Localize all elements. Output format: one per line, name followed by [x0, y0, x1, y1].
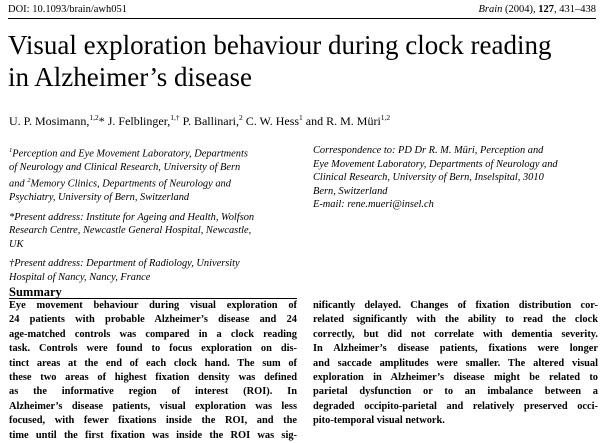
- summary-line: exploration in Alzheimer’s disease might be related to: [313, 372, 598, 384]
- correspondence-email: E-mail: rene.mueri@insel.ch: [313, 199, 434, 210]
- summary-line: pito-temporal visual network.: [313, 415, 445, 427]
- summary-line: age-matched controls was compared in a clock reading: [9, 328, 297, 340]
- summary-column-left: [9, 299, 297, 443]
- summary-line: focused, with fewer fixations inside the ROI, and the: [9, 415, 297, 427]
- article-title: [8, 29, 598, 93]
- summary-line: Eye movement behaviour during visual exploration of: [9, 300, 297, 311]
- summary-heading: Summary: [9, 285, 62, 299]
- summary-line: related significantly with the ability to read the clock: [313, 314, 598, 326]
- summary-line: In Alzheimer’s disease patients, fixations were longer: [313, 343, 598, 355]
- summary-line: task. Controls were found to focus exploration on dis-: [9, 343, 297, 355]
- affiliation-main: $^1$Perception and Eye Movement Laboratory, Departments of Neurology and Clinical Research, University of Bern and $^2$Memory Clinics, Departments of Neurology and Psychiatry, University of Bern, Switzerland: [9, 147, 248, 204]
- summary-line: Alzheimer’s disease patients, visual exploration was less: [9, 400, 297, 412]
- journal-name: Brain: [478, 4, 503, 15]
- summary-line: 24 patients with probable Alzheimer’s disease and 24: [9, 314, 297, 326]
- summary-line: and saccade amplitudes were smaller. The altered visual: [313, 357, 598, 369]
- author-list: U. P. Mosimann,$^{1,2}$* J. Felblinger,$^{1,\dagger}$ P. Ballinari,$^2$ C. W. Hess$^1$ and R. M. Müri$^{1,2}$: [9, 113, 391, 128]
- title-line: in Alzheimer’s disease: [8, 62, 252, 92]
- summary-line: time until the first fixation was inside the ROI was sig-: [9, 429, 297, 441]
- running-header: [8, 3, 596, 17]
- summary-line: these two areas of highest fixation density was defined: [9, 372, 297, 384]
- affiliations: [9, 144, 309, 290]
- summary-line: parietal dysfunction or to an imbalance between a: [313, 386, 598, 398]
- present-address-2: †Present address: Department of Radiology, University Hospital of Nancy, Nancy, France: [9, 258, 240, 283]
- summary-column-right: [313, 299, 598, 429]
- correspondence: Correspondence to: PD Dr R. M. Müri, Perception and Eye Movement Laboratory, Departments of Neurology and Clinical Research, University of Bern, Inselspital, 3010 Bern, Switzerland E-mail: rene.mueri@insel.ch: [313, 145, 558, 210]
- present-address-1: *Present address: Institute for Ageing and Health, Wolfson Research Centre, Newcastle General Hospital, Newcastle, UK: [9, 211, 255, 250]
- summary-line: tinct areas at the end of each clock hand. The sum of: [9, 357, 297, 369]
- summary-line: degraded occipito-parietal and relatively preserved occi-: [313, 400, 598, 412]
- summary-line: nificantly delayed. Changes of fixation distribution cor-: [313, 300, 598, 311]
- summary-line: correctly, but did not correlate with dementia severity.: [313, 328, 598, 340]
- header-rule: [8, 18, 596, 19]
- title-line: Visual exploration behaviour during clock reading: [8, 30, 552, 60]
- doi-text: DOI: 10.1093/brain/awh051: [8, 4, 127, 15]
- volume-number: 127: [538, 4, 554, 15]
- citation: Brain (2004), 127, 431–438: [478, 4, 596, 15]
- summary-line: as the informative region of interest (ROI). In: [9, 386, 297, 398]
